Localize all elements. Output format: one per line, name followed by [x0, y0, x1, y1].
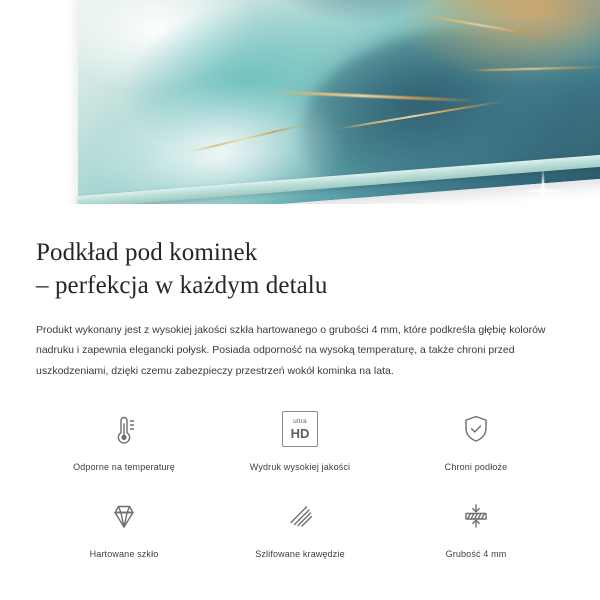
feature-item-surface-protection — [388, 407, 564, 472]
ultra-hd-badge-top: ultra — [293, 418, 307, 426]
feature-grid — [36, 407, 564, 559]
feature-item-thickness — [388, 494, 564, 559]
feature-item-tempered-glass — [36, 494, 212, 559]
feature-caption: Grubość 4 mm — [445, 549, 507, 560]
page-title — [36, 236, 564, 302]
ultra-hd-icon — [282, 407, 318, 451]
feature-caption: Hartowane szkło — [89, 549, 159, 560]
title-line-2: – perfekcja w każdym detalu — [36, 272, 328, 299]
title-line-1: Podkład pod kominek — [36, 239, 258, 266]
description-paragraph: Produkt wykonany jest z wysokiej jakości szkła hartowanego o grubości 4 mm, które podkreśla głębię kolorów nadruku i zapewnia elegancki połysk. Posiada odporność na wysoką temperaturę, a także chroni przed uszkodzeniami, dzięki czemu zabezpieczy przestrzeń wokół kominka na lata. — [36, 324, 546, 377]
feature-caption: Szlifowane krawędzie — [255, 549, 345, 560]
thermometer-icon — [104, 407, 144, 451]
feature-caption: Odporne na temperaturę — [73, 462, 175, 473]
feature-item-temperature — [36, 407, 212, 472]
shield-check-icon — [456, 407, 496, 451]
feature-caption: Chroni podłoże — [444, 462, 508, 473]
text-block — [0, 218, 600, 381]
feature-item-print-quality — [212, 407, 388, 472]
ultra-hd-badge-bottom: HD — [290, 425, 310, 441]
hero-bottom-fade — [0, 204, 600, 218]
feature-caption: Wydruk wysokiej jakości — [249, 462, 351, 473]
diamond-icon — [104, 494, 144, 538]
polished-edge-icon — [280, 494, 320, 538]
thickness-icon — [456, 494, 496, 538]
feature-item-polished-edges — [212, 494, 388, 559]
hero-image — [0, 0, 600, 218]
sparkle-core — [538, 186, 548, 196]
